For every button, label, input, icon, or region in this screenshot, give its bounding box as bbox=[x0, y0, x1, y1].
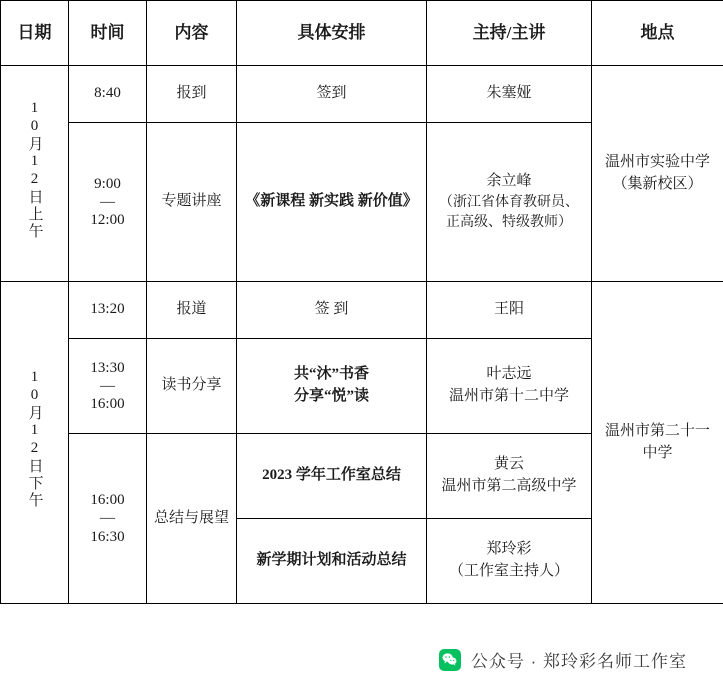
session-location-morning: 温州市实验中学（集新校区） bbox=[592, 66, 723, 282]
session-date-afternoon: 10月12日下午 bbox=[1, 282, 69, 604]
column-header-time: 时间 bbox=[69, 1, 147, 66]
time-end: 16:00 bbox=[90, 396, 125, 413]
cell-arrangement: 2023 学年工作室总结 bbox=[237, 434, 427, 519]
table-row bbox=[1, 282, 723, 339]
cell-content: 报道 bbox=[147, 282, 237, 339]
cell-arrangement: 签到 bbox=[237, 66, 427, 123]
cell-time bbox=[69, 123, 147, 282]
cell-arrangement: 《新课程 新实践 新价值》 bbox=[237, 123, 427, 282]
host-org: 温州市第二高级中学 bbox=[441, 478, 577, 494]
cell-host bbox=[427, 123, 592, 282]
table-row bbox=[1, 66, 723, 123]
cell-host: 朱塞娅 bbox=[427, 66, 592, 123]
cell-content: 读书分享 bbox=[147, 339, 237, 434]
host-title: （浙江省体育教研员、正高级、特级教师） bbox=[439, 194, 579, 230]
arrangement-line-2: 分享“悦”读 bbox=[293, 388, 369, 404]
cell-content: 报到 bbox=[147, 66, 237, 123]
time-dash: — bbox=[100, 510, 115, 527]
cell-host bbox=[427, 519, 592, 604]
column-header-host: 主持/主讲 bbox=[427, 1, 592, 66]
cell-host bbox=[427, 339, 592, 434]
cell-host: 王阳 bbox=[427, 282, 592, 339]
time-start: 16:00 bbox=[90, 492, 125, 508]
table-header-row bbox=[1, 1, 723, 66]
host-org: 温州市第十二中学 bbox=[448, 388, 569, 404]
cell-time: 8:40 bbox=[69, 66, 147, 123]
cell-content: 专题讲座 bbox=[147, 123, 237, 282]
column-header-location: 地点 bbox=[592, 1, 723, 66]
footer-text: 公众号 · 郑玲彩名师工作室 bbox=[470, 652, 687, 671]
wechat-icon bbox=[439, 649, 461, 671]
time-end: 16:30 bbox=[90, 528, 125, 545]
time-dash: — bbox=[100, 377, 115, 394]
cell-time: 13:20 bbox=[69, 282, 147, 339]
host-org: （工作室主持人） bbox=[448, 563, 569, 579]
column-header-content: 内容 bbox=[147, 1, 237, 66]
arrangement-line-1: 共“沐”书香 bbox=[293, 366, 369, 383]
time-dash: — bbox=[100, 193, 115, 210]
cell-host bbox=[427, 434, 592, 519]
time-start: 13:30 bbox=[90, 359, 125, 376]
cell-time bbox=[69, 339, 147, 434]
cell-content: 总结与展望 bbox=[147, 434, 237, 604]
time-start: 9:00 bbox=[94, 175, 121, 192]
session-location-afternoon: 温州市第二十一中学 bbox=[592, 282, 723, 604]
host-name: 黄云 bbox=[493, 456, 524, 473]
time-end: 12:00 bbox=[90, 212, 125, 229]
footer bbox=[0, 647, 723, 672]
cell-arrangement: 签 到 bbox=[237, 282, 427, 339]
host-name: 叶志远 bbox=[486, 366, 532, 383]
host-name: 郑玲彩 bbox=[486, 541, 532, 558]
cell-arrangement bbox=[237, 339, 427, 434]
cell-arrangement: 新学期计划和活动总结 bbox=[237, 519, 427, 604]
host-name: 余立峰 bbox=[486, 172, 532, 189]
column-header-date: 日期 bbox=[1, 1, 69, 66]
column-header-arrangement: 具体安排 bbox=[237, 1, 427, 66]
session-date-morning: 10月12日上午 bbox=[1, 66, 69, 282]
cell-time bbox=[69, 434, 147, 604]
